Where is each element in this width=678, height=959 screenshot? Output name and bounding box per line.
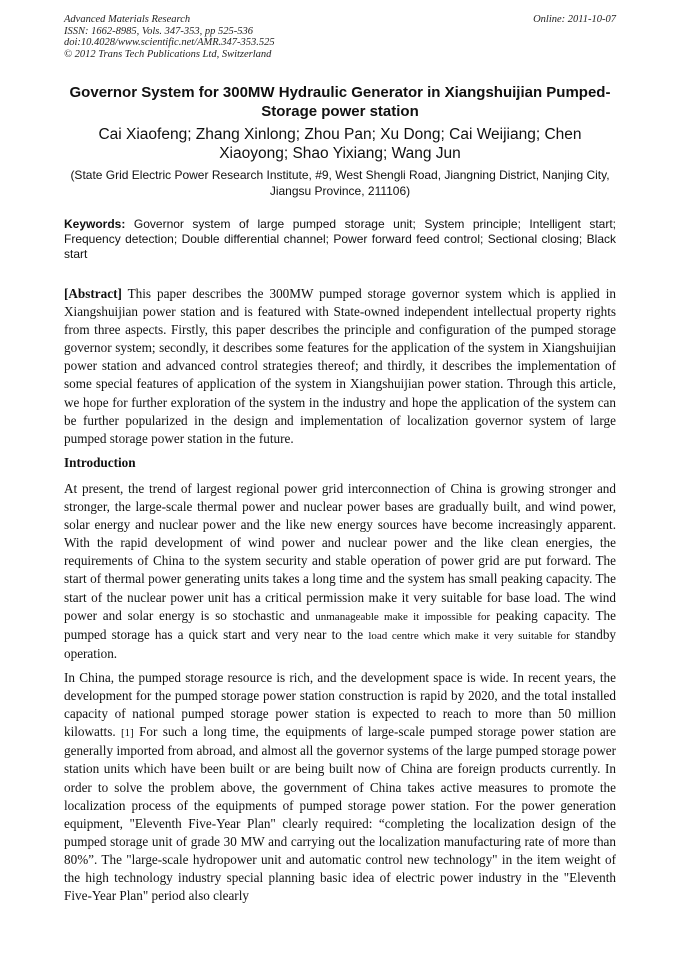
journal-name: Advanced Materials Research	[64, 14, 191, 25]
author-list: Cai Xiaofeng; Zhang Xinlong; Zhou Pan; Xu Dong; Cai Weijiang; Chen Xiaoyong; Shao Yixiang; Wang Jun	[98, 126, 582, 162]
intro-p1-text-a: At present, the trend of largest regional power grid interconnection of China is growing stronger and stronger, the large-scale thermal power and nuclear power bases are gradually built, and wind power, solar energy and nuclear power and the like new energy sources have become increasingly apparent. With the rapid development of wind power and nuclear power and the like clean energies, the requirements of China to the system security and stable operation of power grid are put forward. The start of thermal power generating units takes a long time and the system has small peaking capacity. The start of the nuclear power unit has a critical permission make it very suitable for base load. The wind power and solar energy is so stochastic and	[64, 481, 616, 623]
section-heading-introduction: Introduction	[64, 455, 136, 470]
keywords	[64, 217, 616, 262]
abstract-label: [Abstract]	[64, 286, 122, 301]
paper-title: Governor System for 300MW Hydraulic Generator in Xiangshuijian Pumped-Storage power station	[69, 84, 611, 120]
intro-paragraph-2	[64, 669, 616, 905]
abstract	[64, 285, 616, 448]
intro-p2-text-a: In China, the pumped storage resource is rich, and the development space is wide. In recent years, the development for the pumped storage power station construction is rapid by 2020, and the total installed capacity of national pumped storage power station is expected to reach to more than 50 million kilowatts.	[64, 670, 616, 740]
citation-ref-1: [1]	[120, 727, 134, 740]
doi-line: doi:10.4028/www.scientific.net/AMR.347-353.525	[64, 37, 275, 48]
journal-header	[64, 14, 616, 60]
keywords-label: Keywords:	[64, 217, 126, 231]
intro-p1-text-e: standby operation.	[64, 626, 617, 661]
intro-p1-text-b: unmanageable make it impossible for	[315, 610, 491, 623]
issn-line: ISSN: 1662-8985, Vols. 347-353, pp 525-536	[64, 25, 253, 37]
intro-p2-text-b: For such a long time, the equipments of large-scale pumped storage power station are generally imported from abroad, and almost all the governor systems of the large pumped storage power station units which have been built or are being built now of China are foreign products currently. In order to solve the problem above, the government of China takes active measures to promote the localization process of the equipments of pumped storage power station. For the power generation equipment, "Eleventh Five-Year Plan" clearly required: “completing the localization design of the pumped storage unit of grade 30 MW and carrying out the localization manufacturing rate of more than 80%”. The "large-scale hydropower unit and automatic control new technology" in the item weight of the high technology industry special planning basic idea of electric power industry in the "Eleventh Five-Year Plan" period also clearly	[64, 724, 616, 904]
intro-paragraph-1	[64, 480, 616, 663]
abstract-text: This paper describes the 300MW pumped storage governor system which is applied in Xiangshuijian power station and is featured with State-owned independent intellectual property rights from three aspects. Firstly, this paper describes the principle and configuration of the pumped storage governor system; secondly, it describes some features for the application of the system in Xiangshuijian power station and advanced control strategies thereof; and thirdly, it describes the implementation of some special features of application of the system in Xiangshuijian power station. Through this article, we hope for further exploration of the system in the industry and hope the application of the system can be further popularized in the design and implementation of localization governor system of large pumped storage power station in the future.	[64, 286, 616, 446]
affiliation: (State Grid Electric Power Research Institute, #9, West Shengli Road, Jiangning District, Nanjing City, Jiangsu Province, 211106)	[70, 168, 610, 198]
online-date: Online: 2011-10-07	[533, 14, 616, 25]
keywords-text: Governor system of large pumped storage unit; System principle; Intelligent start; Frequency detection; Double differential channel; Power forward feed control; Sectional closing; Black start	[64, 217, 616, 261]
copyright-line: © 2012 Trans Tech Publications Ltd, Switzerland	[64, 48, 272, 60]
intro-p1-text-c: peaking capacity. The pumped storage has a quick start and very near to the	[64, 607, 617, 642]
intro-p1-text-d: load centre which make it very suitable for	[368, 629, 570, 642]
